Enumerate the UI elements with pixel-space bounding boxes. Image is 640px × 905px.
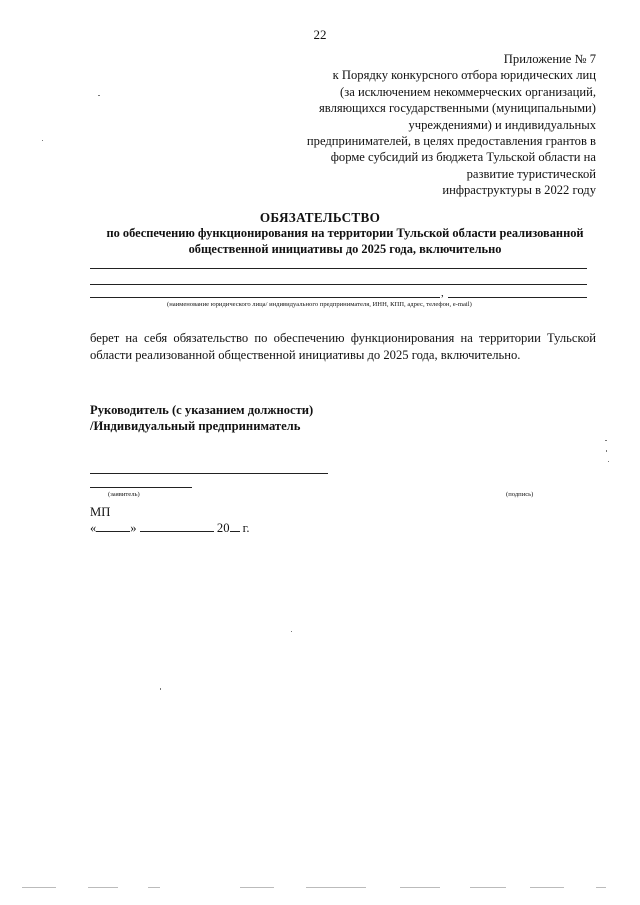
appendix-line: (за исключением некоммерческих организаций, xyxy=(340,84,596,99)
subtitle-line: общественной инициативы до 2025 года, включительно xyxy=(188,241,502,256)
appendix-line: форме субсидий из бюджета Тульской области на xyxy=(330,150,596,165)
applicant-line xyxy=(90,487,192,488)
year-blank xyxy=(230,520,240,532)
scan-speck xyxy=(98,95,100,96)
obligation-text: берет на себя обязательство по обеспечению функционирования на территории Тульской области реализованной общественной инициативы до 2025 года, включительно. xyxy=(90,331,596,362)
scan-speck xyxy=(42,140,43,141)
subtitle-line: по обеспечению функционирования на территории Тульской области реализованной xyxy=(106,226,584,240)
date-open-quote: « xyxy=(90,521,97,535)
stamp-label: МП xyxy=(90,505,111,519)
scan-dash xyxy=(306,887,366,888)
scan-speck xyxy=(608,461,609,462)
appendix-line: Приложение № 7 xyxy=(503,52,596,66)
appendix-line: к Порядку конкурсного отбора юридических лиц xyxy=(332,68,596,83)
applicant-caption: (наименование юридического лица/ индивидуального предпринимателя, ИНН, КПП, адрес, телефон, e-mail) xyxy=(167,301,472,308)
page-number: 22 xyxy=(313,27,327,42)
document-title: ОБЯЗАТЕЛЬСТВО xyxy=(259,210,381,225)
appendix-line: предпринимателей, в целях предоставления грантов в xyxy=(306,134,596,149)
scan-speck xyxy=(291,631,292,632)
scan-dash xyxy=(240,887,274,888)
day-blank xyxy=(96,520,130,532)
signer-line: /Индивидуальный предприниматель xyxy=(90,419,301,433)
scan-speck xyxy=(605,440,607,441)
scan-dash xyxy=(22,887,56,888)
appendix-line: учреждениями) и индивидуальных xyxy=(408,117,596,132)
scan-dash xyxy=(530,887,564,888)
scan-dash xyxy=(470,887,506,888)
scan-dash xyxy=(596,887,606,888)
signer-line: Руководитель (с указанием должности) xyxy=(90,403,314,417)
applicant-label: (заявитель) xyxy=(108,491,140,498)
scan-dash xyxy=(400,887,440,888)
signature-line xyxy=(90,473,328,474)
applicant-fill-line xyxy=(448,297,587,298)
appendix-header xyxy=(276,51,596,199)
date-close-quote: » xyxy=(130,521,137,535)
scan-dash xyxy=(148,887,160,888)
scan-speck xyxy=(606,450,607,452)
signature-label: (подпись) xyxy=(506,491,534,498)
month-blank xyxy=(140,520,214,532)
signer-title xyxy=(90,402,313,434)
year-suffix: г. xyxy=(242,521,250,535)
year-prefix: 20 xyxy=(216,521,230,535)
fill-comma: , xyxy=(441,287,444,299)
appendix-line: являющихся государственными (муниципальными) xyxy=(319,101,596,116)
document-subtitle xyxy=(80,226,610,257)
applicant-fill-line xyxy=(90,284,587,285)
scan-speck xyxy=(160,688,161,690)
applicant-fill-line xyxy=(90,268,587,269)
applicant-fill-line xyxy=(90,297,440,298)
appendix-line: инфраструктуры в 2022 году xyxy=(442,183,596,198)
scan-dash xyxy=(88,887,118,888)
appendix-line: развитие туристической xyxy=(466,166,596,181)
date-field xyxy=(90,520,250,536)
